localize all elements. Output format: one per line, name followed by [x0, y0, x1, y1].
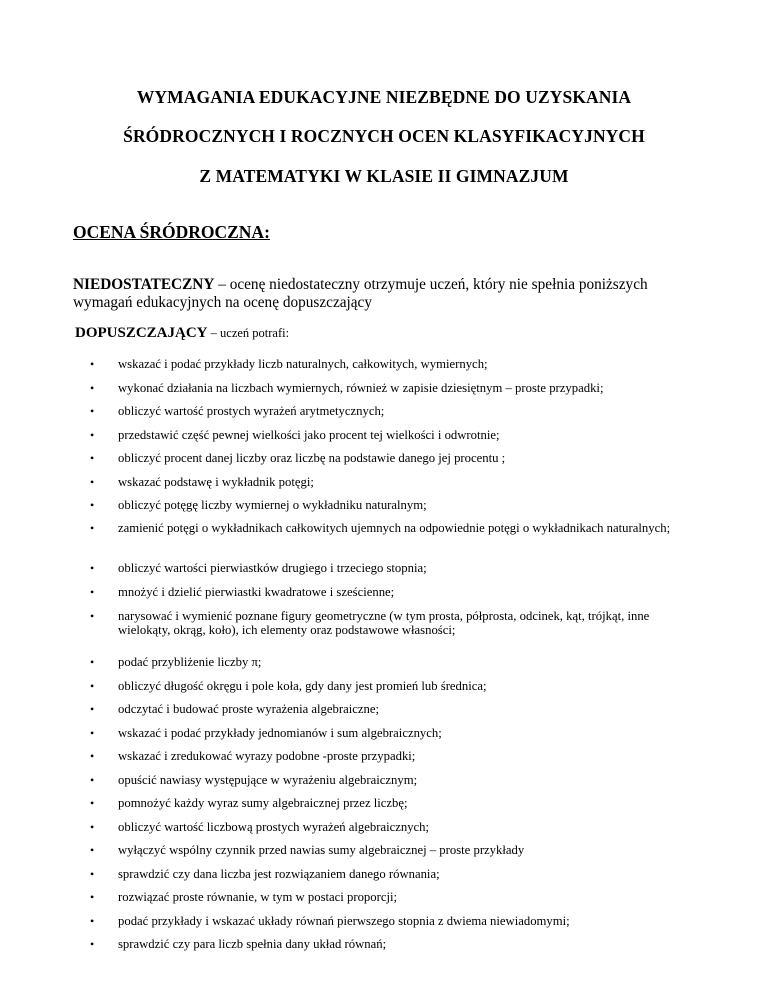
bullet-marker: •	[90, 357, 95, 371]
bullet-marker: •	[90, 890, 95, 904]
list-item: obliczyć wartość liczbową prostych wyrażeń algebraicznych;	[118, 820, 430, 834]
bullet-marker: •	[90, 702, 95, 716]
bullet-marker: •	[90, 726, 95, 740]
bullet-marker: •	[90, 796, 95, 810]
list-item: obliczyć długość okręgu i pole koła, gdy dany jest promień lub średnica;	[118, 679, 487, 693]
bullet-marker: •	[90, 937, 95, 951]
list-item: odczytać i budować proste wyrażenia algebraiczne;	[118, 702, 380, 716]
list-item: pomnożyć każdy wyraz sumy algebraicznej przez liczbę;	[118, 796, 408, 810]
bullet-marker: •	[90, 867, 95, 881]
bullet-marker: •	[90, 609, 95, 623]
list-item: wskazać i podać przykłady jednomianów i sum algebraicznych;	[118, 726, 442, 740]
list-item: narysować i wymienić poznane figury geometryczne (w tym prosta, półprosta, odcinek, kąt, trójkąt, inne wielokąty, okrąg, koło), ich elementy oraz podstawowe własności;	[118, 609, 650, 637]
grade-label-dopuszczajacy: DOPUSZCZAJĄCY	[75, 325, 208, 341]
list-item: wskazać i zredukować wyrazy podobne -proste przypadki;	[118, 749, 416, 763]
list-item: sprawdzić czy dana liczba jest rozwiązaniem danego równania;	[118, 867, 440, 881]
list-item: przedstawić część pewnej wielkości jako procent tej wielkości i odwrotnie;	[118, 428, 500, 442]
list-item: mnożyć i dzielić pierwiastki kwadratowe i sześcienne;	[118, 585, 395, 599]
list-item: podać przybliżenie liczby π;	[118, 655, 262, 669]
list-item: sprawdzić czy para liczb spełnia dany układ równań;	[118, 937, 387, 951]
bullet-marker: •	[90, 521, 95, 535]
list-item: obliczyć procent danej liczby oraz liczbę na podstawie danego jej procentu ;	[118, 451, 506, 465]
bullet-marker: •	[90, 749, 95, 763]
bullet-marker: •	[90, 914, 95, 928]
bullet-marker: •	[90, 679, 95, 693]
section-heading: OCENA ŚRÓDROCZNA:	[73, 222, 270, 242]
list-item: wykonać działania na liczbach wymiernych, również w zapisie dziesiętnym – proste przypadki;	[118, 381, 604, 395]
list-item: zamienić potęgi o wykładnikach całkowitych ujemnych na odpowiednie potęgi o wykładnikach naturalnych;	[118, 521, 671, 535]
bullet-marker: •	[90, 561, 95, 575]
bullet-marker: •	[90, 381, 95, 395]
document-title-line-3: Z MATEMATYKI W KLASIE II GIMNAZJUM	[199, 166, 569, 186]
bullet-marker: •	[90, 428, 95, 442]
bullet-marker: •	[90, 820, 95, 834]
list-item: wskazać i podać przykłady liczb naturalnych, całkowitych, wymiernych;	[118, 357, 488, 371]
grade-description-dopuszczajacy: – uczeń potrafi:	[207, 326, 290, 340]
bullet-marker: •	[90, 404, 95, 418]
document-title-line-1: WYMAGANIA EDUKACYJNE NIEZBĘDNE DO UZYSKANIA	[136, 87, 632, 107]
list-item: obliczyć wartość prostych wyrażeń arytmetycznych;	[118, 404, 385, 418]
bullet-marker: •	[90, 498, 95, 512]
grade-niedostateczny-paragraph	[73, 276, 703, 312]
grade-dopuszczajacy-heading	[75, 325, 289, 342]
list-item: obliczyć potęgę liczby wymiernej o wykładniku naturalnym;	[118, 498, 427, 512]
bullet-marker: •	[90, 451, 95, 465]
bullet-marker: •	[90, 773, 95, 787]
bullet-marker: •	[90, 475, 95, 489]
list-item: wskazać podstawę i wykładnik potęgi;	[118, 475, 314, 489]
grade-description-niedostateczny: – ocenę niedostateczny otrzymuje uczeń, który nie spełnia poniższych wymagań edukacyjnych na ocenę dopuszczający	[73, 276, 648, 311]
document-title-line-2: ŚRÓDROCZNYCH I ROCZNYCH OCEN KLASYFIKACYJNYCH	[123, 126, 645, 146]
list-item: wyłączyć wspólny czynnik przed nawias sumy algebraicznej – proste przykłady	[118, 843, 525, 857]
bullet-marker: •	[90, 655, 95, 669]
grade-label-niedostateczny: NIEDOSTATECZNY	[73, 276, 215, 293]
list-item: podać przykłady i wskazać układy równań pierwszego stopnia z dwiema niewiadomymi;	[118, 914, 570, 928]
list-item: rozwiązać proste równanie, w tym w postaci proporcji;	[118, 890, 398, 904]
list-item: obliczyć wartości pierwiastków drugiego i trzeciego stopnia;	[118, 561, 427, 575]
bullet-marker: •	[90, 585, 95, 599]
list-item: opuścić nawiasy występujące w wyrażeniu algebraicznym;	[118, 773, 418, 787]
bullet-marker: •	[90, 843, 95, 857]
